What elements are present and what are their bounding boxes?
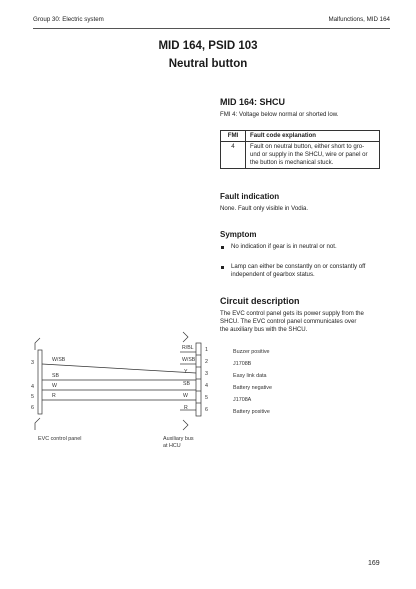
circuit-line-2: SHCU. The EVC control panel communicates over <box>220 318 357 325</box>
left-pin-label: 4 <box>31 384 34 390</box>
signal-label: J1708A <box>233 397 252 403</box>
right-wire-color: SB <box>183 381 190 387</box>
right-wire-color: R <box>184 405 188 411</box>
right-pin-label: 3 <box>205 371 208 377</box>
left-connector-break <box>35 338 40 350</box>
col-fmi-header: FMI <box>221 131 246 142</box>
left-pin-label: 5 <box>31 394 34 400</box>
left-wire-color: W <box>52 383 57 389</box>
left-wire-color: W/SB <box>52 357 66 363</box>
circuit-heading: Circuit description <box>220 296 300 306</box>
header-right: Malfunctions, MID 164 <box>328 16 390 23</box>
signal-label: Battery negative <box>233 385 272 391</box>
symptom-bullet-2-line-1: Lamp can either be constantly on or constantly off <box>231 263 366 270</box>
row-fmi-value: 4 <box>221 142 246 169</box>
right-connector-break <box>183 420 188 430</box>
left-pin-label: 6 <box>31 405 34 411</box>
fault-indication-heading: Fault indication <box>220 192 280 201</box>
evc-panel-label: EVC control panel <box>38 436 82 442</box>
circuit-line-1: The EVC control panel gets its power supply from the <box>220 310 364 317</box>
circuit-line-3: the auxiliary bus with the SHCU. <box>220 326 308 333</box>
right-pin-label: 4 <box>205 383 208 389</box>
signal-label: J1708B <box>233 361 252 367</box>
header-left: Group 30: Electric system <box>33 16 104 23</box>
signal-label: Battery positive <box>233 409 270 415</box>
left-pin-label: 3 <box>31 360 34 366</box>
left-connector-break <box>35 418 40 430</box>
page-number: 169 <box>368 560 380 567</box>
fmi-description: FMI 4: Voltage below normal or shorted low. <box>220 111 339 118</box>
fault-indication-text: None. Fault only visible in Vodia. <box>220 205 309 212</box>
symptom-bullet-2-line-2: independent of gearbox status. <box>231 271 315 278</box>
right-pin-label: 5 <box>205 395 208 401</box>
right-wire-color: W/SB <box>182 357 196 363</box>
right-wire-color: R/BL <box>182 345 194 351</box>
right-pin-label: 1 <box>205 347 208 353</box>
left-wire-color: R <box>52 393 56 399</box>
page-title: MID 164, PSID 103 <box>158 40 258 52</box>
left-connector-box <box>38 350 42 414</box>
aux-bus-label-1: Auxiliary bus <box>163 436 194 442</box>
row-explanation-line-2: und or supply in the SHCU, wire or panel or <box>250 151 368 158</box>
page-subtitle: Neutral button <box>168 58 248 70</box>
row-explanation-line-1: Fault on neutral button, either short to gro- <box>250 143 365 150</box>
left-wire-color: SB <box>52 373 59 379</box>
right-pin-label: 6 <box>205 407 208 413</box>
right-connector-break <box>183 332 188 342</box>
col-explanation-header: Fault code explanation <box>246 131 380 142</box>
wire-line <box>42 364 196 373</box>
signal-label: Buzzer positive <box>233 349 270 355</box>
symptom-heading: Symptom <box>220 230 257 239</box>
right-pin-label: 2 <box>205 359 208 365</box>
aux-bus-label-2: at HCU <box>163 443 181 449</box>
row-explanation-line-3: the button is mechanical stuck. <box>250 159 334 166</box>
signal-label: Easy link data <box>233 373 267 379</box>
right-wire-color: Y <box>184 369 188 375</box>
shcu-heading: MID 164: SHCU <box>220 97 286 107</box>
right-connector-box <box>196 343 201 416</box>
right-wire-color: W <box>183 393 188 399</box>
symptom-bullet-1-text: No indication if gear is in neutral or not. <box>231 243 337 250</box>
